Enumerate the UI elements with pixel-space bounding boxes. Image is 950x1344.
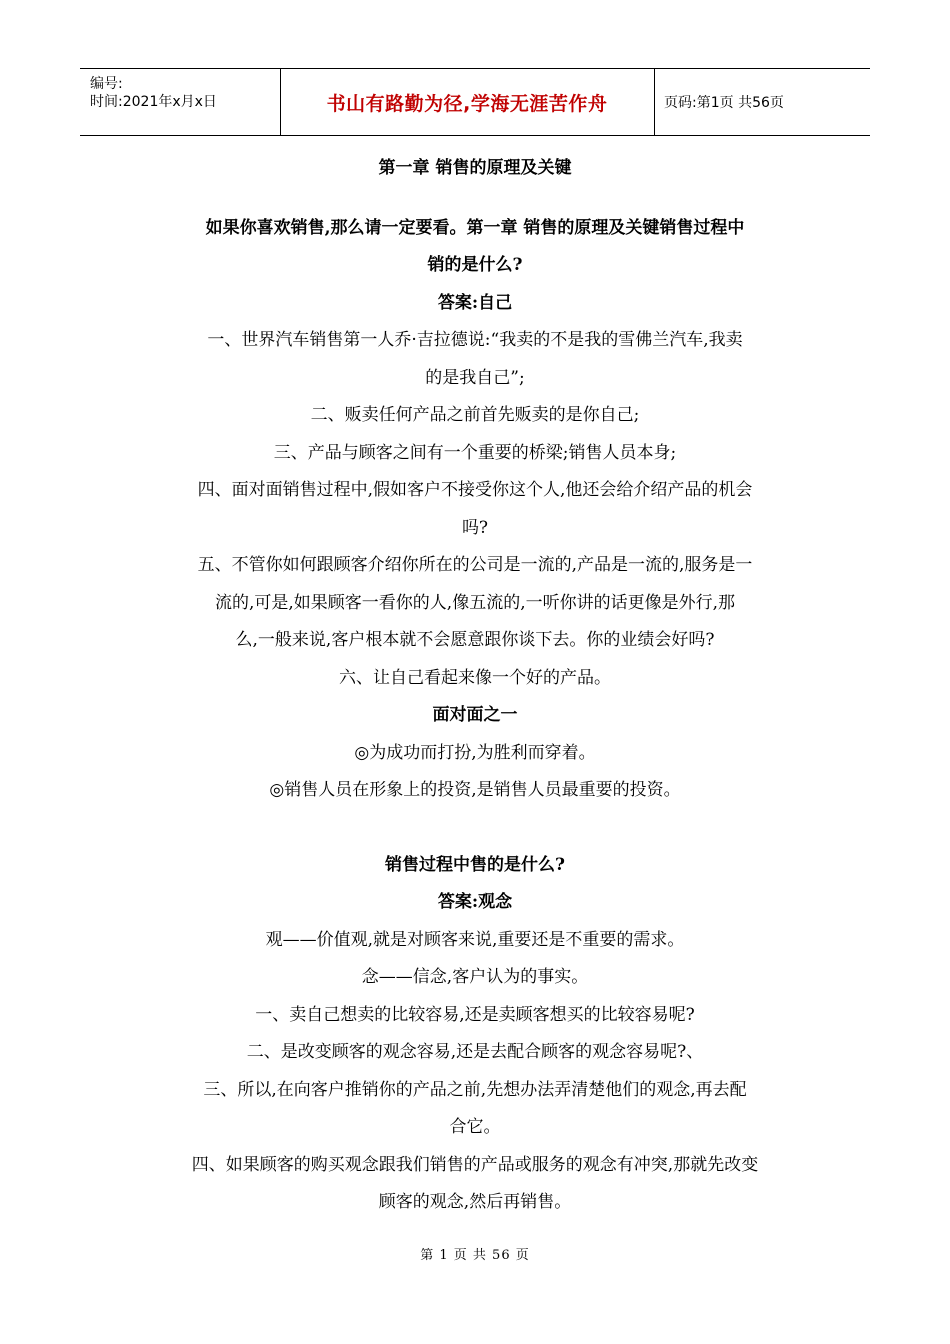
date-label: 时间:2021年x月x日 xyxy=(90,94,217,110)
intro-line: 如果你喜欢销售,那么请一定要看。第一章 销售的原理及关键销售过程中 xyxy=(205,217,745,238)
header-meta xyxy=(80,69,280,135)
page-footer: 第 1 页 共 56 页 xyxy=(420,1248,530,1263)
paragraph: 合它。 xyxy=(449,1117,501,1137)
document-body xyxy=(140,150,810,1222)
chapter-title: 第一章 销售的原理及关键 xyxy=(378,158,572,178)
answer-heading: 答案:观念 xyxy=(437,892,513,912)
paragraph: 二、是改变顾客的观念容易,还是去配合顾客的观念容易呢?、 xyxy=(246,1042,704,1062)
spacer xyxy=(140,810,810,847)
paragraph: 观——价值观,就是对顾客来说,重要还是不重要的需求。 xyxy=(265,929,685,950)
paragraph: 三、产品与顾客之间有一个重要的桥梁;销售人员本身; xyxy=(273,442,677,463)
paragraph: 的是我自己”; xyxy=(425,367,525,388)
paragraph: 么,一般来说,客户根本就不会愿意跟你谈下去。你的业绩会好吗? xyxy=(235,630,715,650)
header-divider xyxy=(654,69,655,135)
paragraph: 一、卖自己想卖的比较容易,还是卖顾客想买的比较容易呢? xyxy=(255,1004,695,1025)
paragraph: 一、世界汽车销售第一人乔·吉拉德说:“我卖的不是我的雪佛兰汽车,我卖 xyxy=(207,330,743,350)
header-motto: 书山有路勤为径,学海无涯苦作舟 xyxy=(326,92,608,115)
answer-heading: 答案:自己 xyxy=(437,292,513,313)
paragraph: 四、面对面销售过程中,假如客户不接受你这个人,他还会给介绍产品的机会 xyxy=(197,480,753,500)
intro-line: 销的是什么? xyxy=(427,255,523,275)
paragraph: 六、让自己看起来像一个好的产品。 xyxy=(339,667,611,688)
paragraph: 流的,可是,如果顾客一看你的人,像五流的,一听你讲的话更像是外行,那 xyxy=(214,592,736,613)
paragraph: 吗? xyxy=(461,517,489,538)
paragraph: 二、贩卖任何产品之前首先贩卖的是你自己; xyxy=(310,405,640,425)
section-heading: 面对面之一 xyxy=(432,705,518,725)
header-page-info: 页码:第1页 共56页 xyxy=(664,95,784,111)
header-table xyxy=(80,68,870,136)
section-heading: 销售过程中售的是什么? xyxy=(385,854,565,875)
paragraph: ◎为成功而打扮,为胜利而穿着。 xyxy=(354,742,596,763)
paragraph: 顾客的观念,然后再销售。 xyxy=(378,1192,572,1212)
paragraph: 三、所以,在向客户推销你的产品之前,先想办法弄清楚他们的观念,再去配 xyxy=(203,1079,747,1100)
paragraph: 四、如果顾客的购买观念跟我们销售的产品或服务的观念有冲突,那就先改变 xyxy=(191,1154,759,1175)
number-label: 编号: xyxy=(90,76,123,92)
paragraph: 念——信念,客户认为的事实。 xyxy=(361,967,589,987)
paragraph: 五、不管你如何跟顾客介绍你所在的公司是一流的,产品是一流的,服务是一 xyxy=(197,555,753,575)
paragraph: ◎销售人员在形象上的投资,是销售人员最重要的投资。 xyxy=(269,780,681,800)
